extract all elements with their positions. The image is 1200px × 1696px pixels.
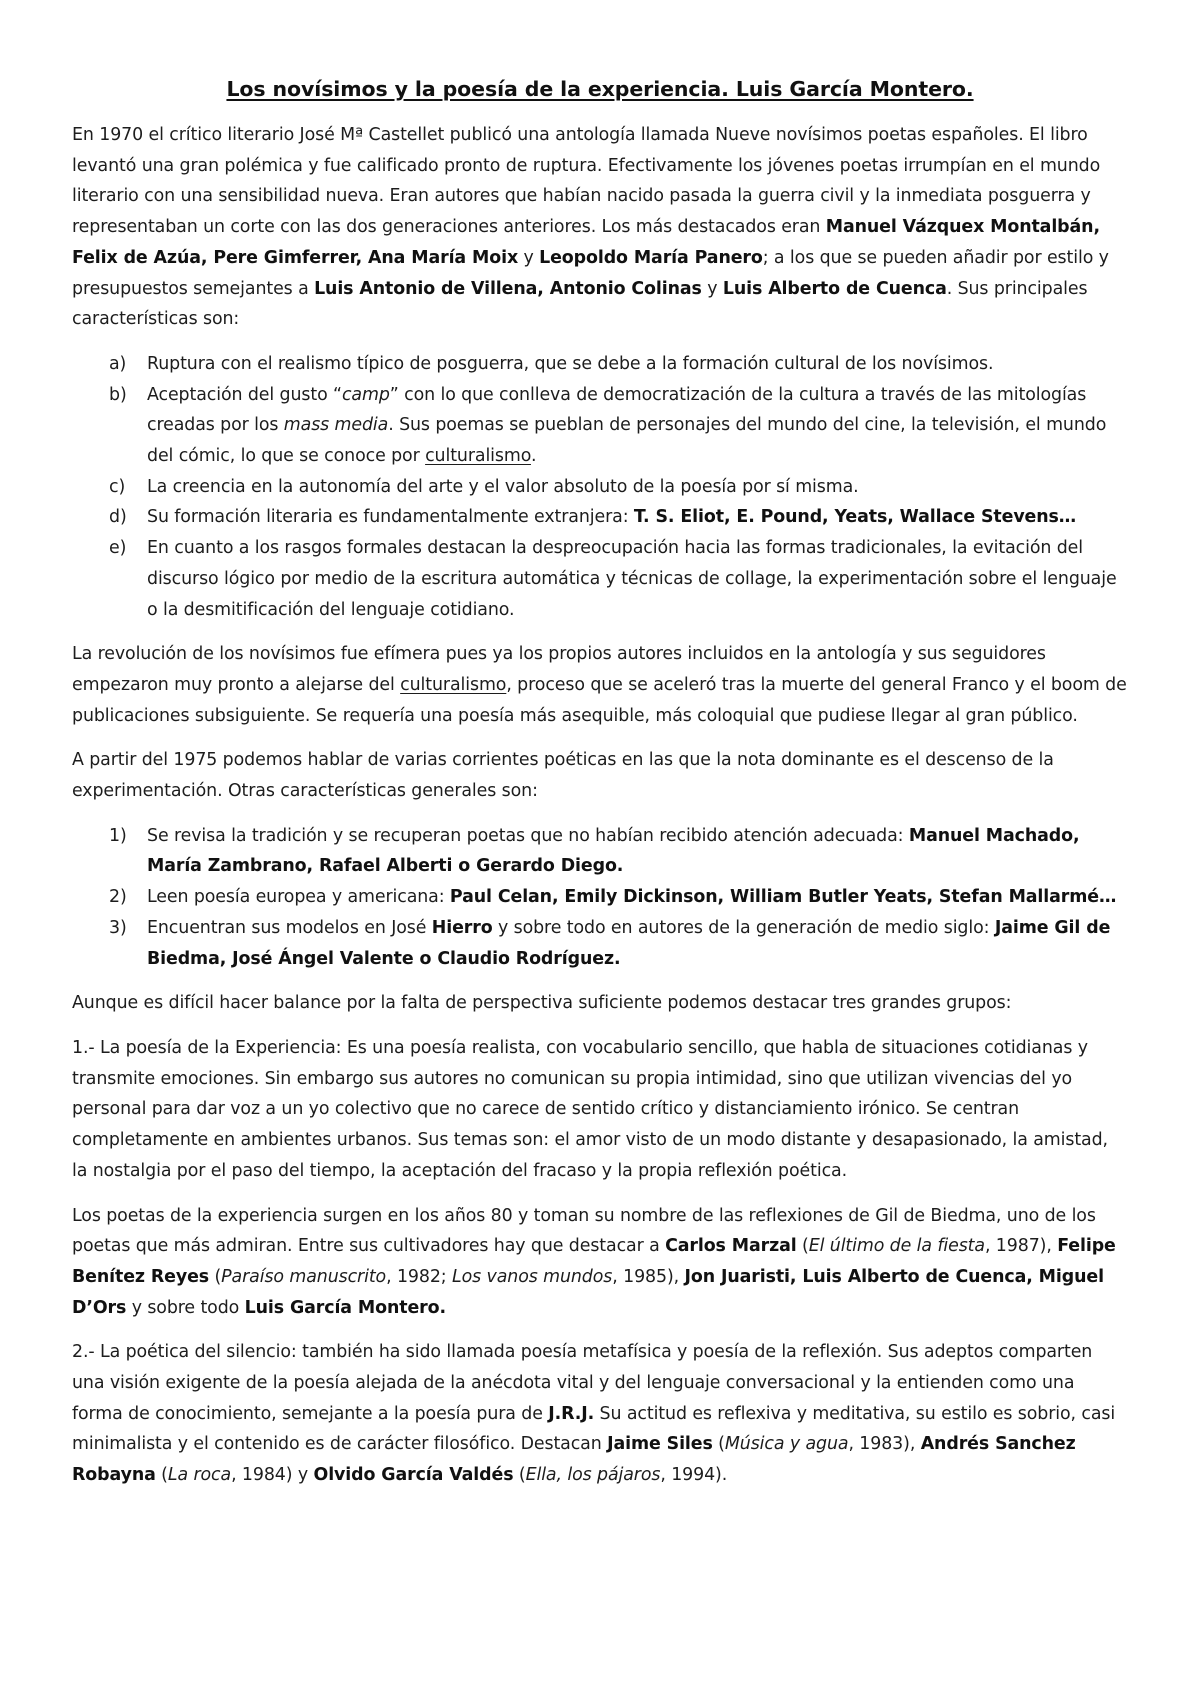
list-marker: b) xyxy=(109,384,127,405)
bold-text: Paul Celan, Emily Dickinson, William Butler Yeats, Stefan Mallarmé… xyxy=(449,887,1117,908)
italic-text: Ella, los pájaros xyxy=(525,1465,661,1486)
list-marker: a) xyxy=(109,353,127,374)
text-run: , 1985), xyxy=(612,1266,685,1287)
text-run: ( xyxy=(513,1465,526,1486)
text-run: . Sus principales características son: xyxy=(72,278,1088,330)
bold-text: T. S. Eliot, E. Pound, Yeats, Wallace Stevens… xyxy=(633,507,1077,528)
text-run: , 1982; xyxy=(386,1266,452,1287)
text-run: ( xyxy=(796,1236,809,1257)
text-run: y sobre todo xyxy=(126,1297,245,1318)
list-item xyxy=(72,533,1128,625)
italic-text: mass media xyxy=(283,415,389,436)
underlined-text: culturalismo xyxy=(425,446,531,467)
bold-text: Luis García Montero. xyxy=(244,1297,446,1318)
list-marker: c) xyxy=(109,476,126,497)
list-marker: 2) xyxy=(109,887,127,908)
list-item xyxy=(72,349,1128,380)
italic-text: Música y agua xyxy=(724,1434,849,1455)
list-marker: 1) xyxy=(109,825,127,846)
text-run: Ruptura con el realismo típico de posguerra, que se debe a la formación cultural de los novísimos. xyxy=(147,353,994,374)
bold-text: Jaime Gil de Biedma, José Ángel Valente o Claudio Rodríguez. xyxy=(147,917,1111,969)
italic-text: Los vanos mundos xyxy=(452,1266,613,1287)
text-run: . Sus poemas se pueblan de personajes del mundo del cine, la televisión, el mundo del cómic, lo que se conoce por xyxy=(147,415,1107,467)
bold-text: Jaime Siles xyxy=(607,1434,713,1455)
text-run: 2.- La poética del silencio: también ha sido llamada poesía metafísica y poesía de la reflexión. Sus adeptos comparten una visión exigente de la poesía alejada de la anécdota vital y del lenguaje conversacional y la entienden como una forma de conocimiento, semejante a la poesía pura de xyxy=(72,1342,1093,1424)
text-run: 1.- La poesía de la Experiencia: Es una poesía realista, con vocabulario sencillo, que habla de situaciones cotidianas y transmite emociones. Sin embargo sus autores no comunican su propia intimidad, sino que utilizan vivencias del yo personal para dar voz a un yo colectivo que no carece de sentido crítico y distanciamiento irónico. Se centran completamente en ambientes urbanos. Sus temas son: el amor visto de un modo distante y desapasionado, la amistad, la nostalgia por el paso del tiempo, la aceptación del fracaso y la propia reflexión poética. xyxy=(72,1037,1108,1181)
document-title: Los novísimos y la poesía de la experiencia. Luis García Montero. xyxy=(226,77,974,101)
experience-poetry-paragraph xyxy=(72,1033,1128,1187)
list-item xyxy=(72,882,1128,913)
list-marker: 3) xyxy=(109,917,127,938)
silence-poetics-paragraph xyxy=(72,1337,1128,1491)
bold-text: Luis Alberto de Cuenca xyxy=(722,278,947,299)
italic-text: Paraíso manuscrito xyxy=(221,1266,387,1287)
bold-text: Olvido García Valdés xyxy=(313,1465,514,1486)
text-run: Los poetas de la experiencia surgen en los años 80 y toman su nombre de las reflexiones de Gil de Biedma, uno de los poetas que más admiran. Entre sus cultivadores hay que destacar a xyxy=(72,1205,1096,1257)
general-characteristics-list xyxy=(72,821,1128,975)
text-run: , 1984) y xyxy=(231,1465,314,1486)
text-run: y sobre todo en autores de la generación de medio siglo: xyxy=(492,917,995,938)
text-run: , 1987), xyxy=(984,1236,1058,1257)
list-item xyxy=(72,913,1128,974)
text-run: Aceptación del gusto “ xyxy=(147,384,342,405)
text-run: ” con lo que conlleva de democratización de la cultura a través de las mitologías creadas por los xyxy=(147,384,1087,436)
text-run: y xyxy=(518,247,540,268)
italic-text: La roca xyxy=(167,1465,232,1486)
text-run: Su actitud es reflexiva y meditativa, su estilo es sobrio, casi minimalista y el contenido es de carácter filosófico. Destacan xyxy=(72,1403,1116,1455)
text-run: ( xyxy=(155,1465,168,1486)
revolution-paragraph xyxy=(72,639,1128,731)
list-item xyxy=(72,472,1128,503)
list-marker: e) xyxy=(109,538,127,559)
italic-text: El último de la fiesta xyxy=(808,1236,985,1257)
text-run: , proceso que se aceleró tras la muerte del general Franco y el boom de publicaciones subsiguiente. Se requería una poesía más asequible, más coloquial que pudiese llegar al gran público. xyxy=(72,674,1127,726)
groups-intro-paragraph xyxy=(72,988,1128,1019)
text-run: . xyxy=(530,446,537,467)
bold-text: J.R.J. xyxy=(548,1403,595,1424)
text-run: En 1970 el crítico literario José Mª Castellet publicó una antología llamada Nueve novísimos poetas españoles. El libro levantó una gran polémica y fue calificado pronto de ruptura. Efectivamente los jóvenes poetas irrumpían en el mundo literario con una sensibilidad nueva. Eran autores que habían nacido pasada la guerra civil y la inmediata posguerra y representaban un corte con las dos generaciones anteriores. Los más destacados eran xyxy=(72,125,1101,238)
text-run: , 1994). xyxy=(660,1465,728,1486)
bold-text: Leopoldo María Panero xyxy=(539,247,763,268)
underlined-text: culturalismo xyxy=(400,674,507,695)
characteristics-list xyxy=(72,349,1128,625)
bold-text: Manuel Machado, María Zambrano, Rafael Alberti o Gerardo Diego. xyxy=(147,825,1080,877)
list-item xyxy=(72,380,1128,472)
text-run: ( xyxy=(712,1434,725,1455)
list-item xyxy=(72,502,1128,533)
text-run: y xyxy=(701,278,723,299)
bold-text: Luis Antonio de Villena, Antonio Colinas xyxy=(314,278,702,299)
text-run: La revolución de los novísimos fue efímera pues ya los propios autores incluidos en la antología y sus seguidores empezaron muy pronto a alejarse del xyxy=(72,644,1046,695)
bold-text: Manuel Vázquex Montalbán, Felix de Azúa, Pere Gimferrer, Ana María Moix xyxy=(72,217,1100,268)
list-marker: d) xyxy=(109,507,127,528)
bold-text: Andrés Sanchez Robayna xyxy=(72,1434,1076,1486)
text-run: A partir del 1975 podemos hablar de varias corrientes poéticas en las que la nota dominante es el descenso de la experimentación. Otras características generales son: xyxy=(72,750,1054,802)
list-item xyxy=(72,821,1128,882)
text-run: ( xyxy=(209,1266,222,1287)
intro-paragraph xyxy=(72,120,1128,335)
bold-text: Felipe Benítez Reyes xyxy=(72,1236,1116,1287)
italic-text: camp xyxy=(341,384,390,405)
text-run: Leen poesía europea y americana: xyxy=(147,887,450,908)
text-run: Encuentran sus modelos en José xyxy=(147,917,432,938)
text-run: Su formación literaria es fundamentalmente extranjera: xyxy=(147,507,634,528)
text-run: Aunque es difícil hacer balance por la falta de perspectiva suficiente podemos destacar tres grandes grupos: xyxy=(72,993,1012,1014)
text-run: En cuanto a los rasgos formales destacan la despreocupación hacia las formas tradicionales, la evitación del discurso lógico por medio de la escritura automática y técnicas de collage, la experimentación sobre el lenguaje o la desmitificación del lenguaje cotidiano. xyxy=(147,538,1117,620)
experience-poets-paragraph xyxy=(72,1201,1128,1324)
document-page xyxy=(72,74,1128,1505)
text-run: La creencia en la autonomía del arte y el valor absoluto de la poesía por sí misma. xyxy=(147,476,859,497)
text-run: , 1983), xyxy=(848,1434,921,1455)
text-run: Se revisa la tradición y se recuperan poetas que no habían recibido atención adecuada: xyxy=(147,825,909,846)
bold-text: Jon Juaristi, Luis Alberto de Cuenca, Miguel D’Ors xyxy=(72,1266,1104,1318)
currents-paragraph xyxy=(72,745,1128,806)
bold-text: Hierro xyxy=(431,917,493,938)
bold-text: Carlos Marzal xyxy=(665,1236,797,1257)
text-run: ; a los que se pueden añadir por estilo y presupuestos semejantes a xyxy=(72,247,1109,299)
